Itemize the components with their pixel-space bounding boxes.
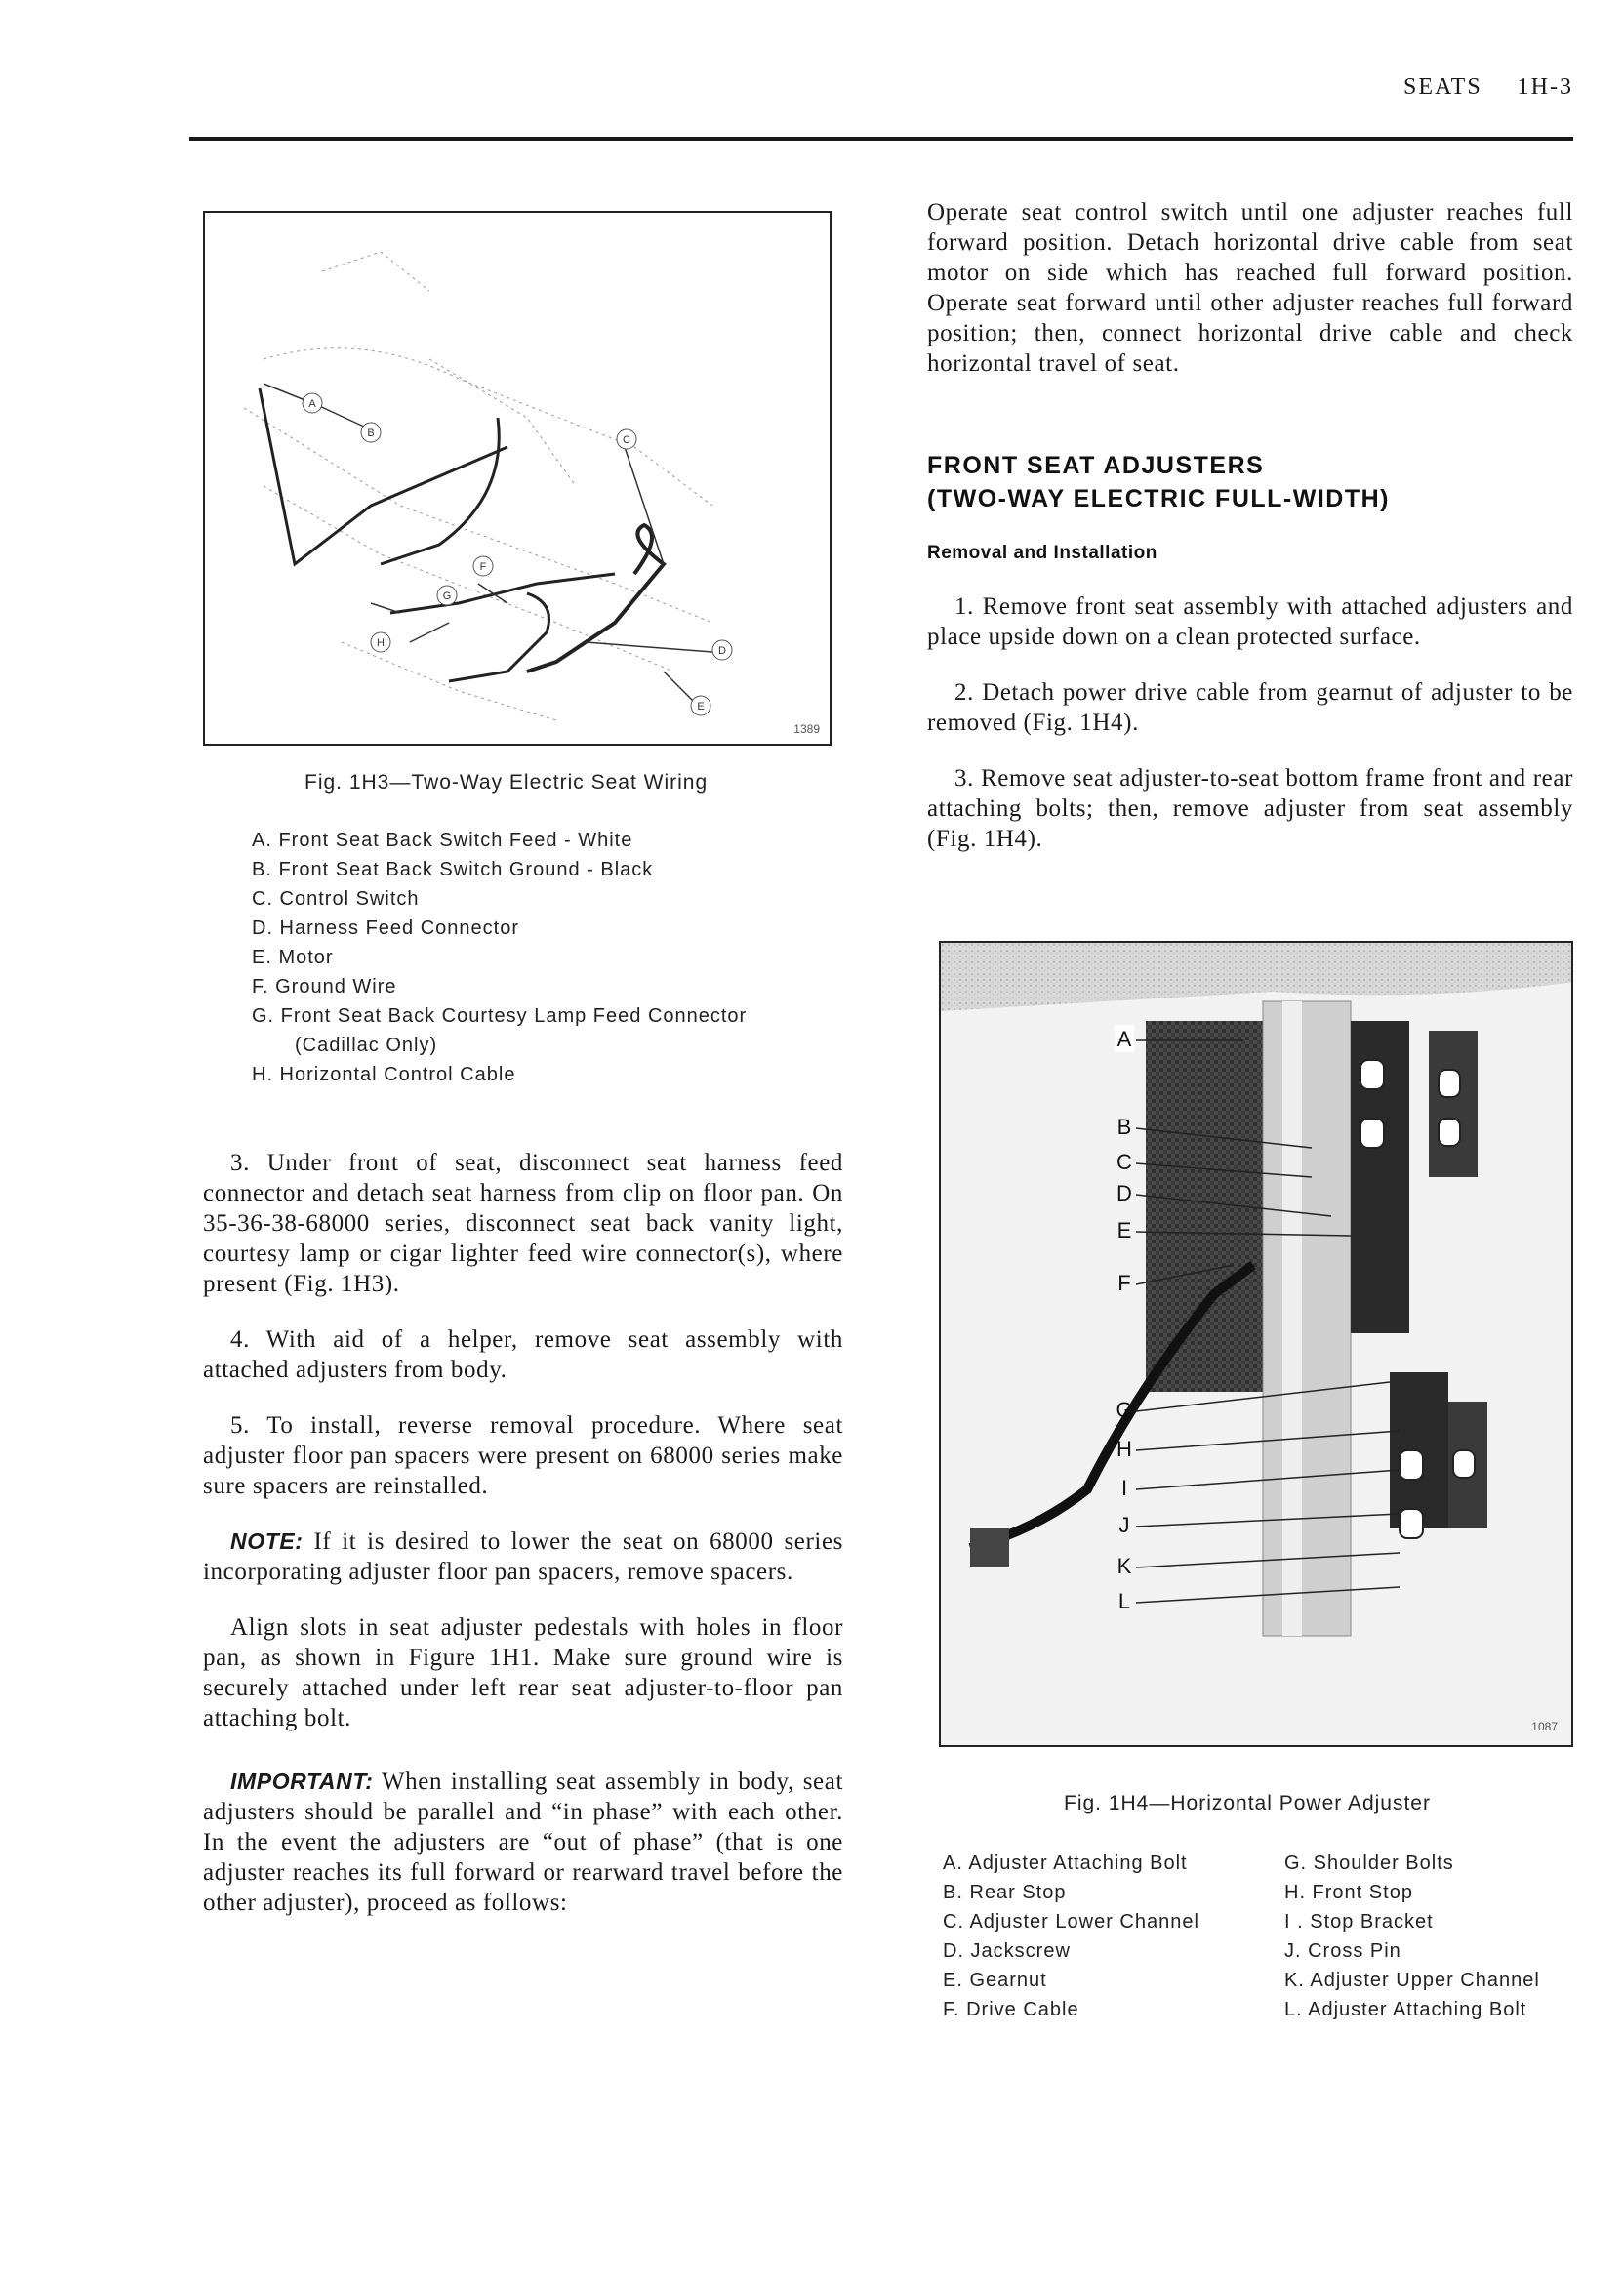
figure-id: 1087 (1531, 1720, 1558, 1733)
paragraph-important (203, 1767, 843, 1918)
callout-d: D (718, 645, 726, 657)
legend-item: G. Shoulder Bolts (1284, 1852, 1454, 1874)
callout-b: B (367, 428, 375, 439)
paragraph-step-4: 4. With aid of a helper, remove seat assembly with attached adjusters from body. (203, 1326, 843, 1383)
figure-caption: Fig. 1H3—Two-Way Electric Seat Wiring (304, 771, 709, 794)
legend-item: K. Adjuster Upper Channel (1284, 1970, 1540, 1991)
legend-item: A. Adjuster Attaching Bolt (943, 1852, 1188, 1874)
callout-e: E (697, 701, 705, 712)
figure-legend-right (1284, 1849, 1540, 2024)
legend-item: C. Adjuster Lower Channel (943, 1911, 1199, 1933)
important-label: IMPORTANT: (230, 1769, 374, 1794)
legend-item: H. Horizontal Control Cable (252, 1064, 516, 1085)
left-body-text (203, 1148, 843, 1943)
paragraph-step-3-right: 3. Remove seat adjuster-to-seat bottom frame front and rear attaching bolts; then, remove adjuster from seat assembly (Fig. 1H4). (927, 765, 1573, 852)
heading-line-1: FRONT SEAT ADJUSTERS (927, 452, 1265, 479)
paragraph-align: Align slots in seat adjuster pedestals with holes in floor pan, as shown in Figure 1H1. Make sure ground wire is securely attached under left rear seat adjuster-to-floor pan attaching bolt. (203, 1614, 843, 1731)
section-heading (927, 449, 1390, 515)
legend-item: E. Gearnut (943, 1970, 1047, 1991)
legend-item: H. Front Stop (1284, 1882, 1413, 1903)
figure-caption: Fig. 1H4—Horizontal Power Adjuster (1064, 1792, 1431, 1814)
callout-k: K (1116, 1554, 1132, 1578)
callout-a: A (308, 398, 316, 410)
header-rule (189, 137, 1573, 141)
callout-e: E (1116, 1218, 1132, 1242)
legend-item: C. Control Switch (252, 888, 420, 910)
page-number: 1H-3 (1517, 74, 1573, 100)
paragraph-step-3: 3. Under front of seat, disconnect seat harness feed connector and detach seat harness from clip on floor pan. On 35-36-38-68000 series, disconnect seat back vanity light, courtesy lamp or cigar lighter feed wire connector(s), where present (Fig. 1H3). (203, 1150, 843, 1297)
callout-c: C (1116, 1150, 1132, 1174)
right-steps (927, 591, 1573, 879)
paragraph-note (203, 1527, 843, 1587)
figure-legend (252, 826, 747, 1089)
callout-f: F (1117, 1271, 1131, 1295)
legend-item: D. Harness Feed Connector (252, 917, 520, 939)
legend-item: D. Jackscrew (943, 1940, 1071, 1962)
legend-item: E. Motor (252, 947, 334, 968)
heading-line-2: (TWO-WAY ELECTRIC FULL-WIDTH) (927, 485, 1390, 512)
paragraph-step-1: 1. Remove front seat assembly with attached adjusters and place upside down on a clean protected surface. (927, 593, 1573, 650)
callout-g: G (1116, 1398, 1133, 1422)
legend-item: A. Front Seat Back Switch Feed - White (252, 830, 633, 851)
page-header (1376, 74, 1573, 101)
callout-l: L (1117, 1589, 1131, 1613)
callout-h: H (377, 637, 385, 649)
callout-g: G (442, 590, 452, 602)
callout-c: C (623, 434, 630, 446)
legend-item: I . Stop Bracket (1284, 1911, 1434, 1933)
callout-j: J (1118, 1513, 1130, 1537)
legend-item: F. Ground Wire (252, 976, 397, 998)
paragraph-step-2: 2. Detach power drive cable from gearnut of adjuster to be removed (Fig. 1H4). (927, 679, 1573, 736)
callout-h: H (1116, 1437, 1132, 1461)
figure-seat-wiring (203, 211, 832, 746)
note-label: NOTE: (230, 1528, 304, 1554)
note-text: If it is desired to lower the seat on 68000 series incorporating adjuster floor pan spacers, remove spacers. (203, 1528, 843, 1585)
legend-item: B. Front Seat Back Switch Ground - Black (252, 859, 654, 880)
paragraph-step-5: 5. To install, reverse removal procedure. Where seat adjuster floor pan spacers were present on 68000 series make sure spacers are reinstalled. (203, 1412, 843, 1499)
callout-i: I (1120, 1476, 1128, 1500)
callout-a: A (1116, 1027, 1132, 1051)
callout-f: F (479, 561, 487, 573)
figure-legend-left (943, 1849, 1199, 2024)
legend-item: L. Adjuster Attaching Bolt (1284, 1999, 1527, 2020)
horizontal-adjuster-photo (941, 943, 1573, 1747)
legend-item: F. Drive Cable (943, 1999, 1079, 2020)
callout-b: B (1116, 1115, 1132, 1139)
paragraph-operate: Operate seat control switch until one adjuster reaches full forward position. Detach horizontal drive cable from seat motor on side which has reached full forward position. Operate seat forward until other adjuster reaches full forward position; then, connect horizontal drive cable and check horizontal travel of seat. (927, 199, 1573, 377)
legend-item: B. Rear Stop (943, 1882, 1067, 1903)
important-text: When installing seat assembly in body, seat adjusters should be parallel and “in phase” with each other. In the event the adjusters are “out of phase” (that is one adjuster reaches its full forward or rearward travel before the other adjuster), proceed as follows: (203, 1769, 843, 1916)
legend-item: J. Cross Pin (1284, 1940, 1401, 1962)
figure-id: 1389 (793, 722, 820, 736)
legend-item: (Cadillac Only) (295, 1035, 438, 1056)
subheading: Removal and Installation (927, 543, 1157, 563)
callout-d: D (1116, 1181, 1132, 1205)
seat-wiring-illustration (205, 213, 832, 746)
figure-horizontal-adjuster (939, 941, 1573, 1747)
section-title: SEATS (1402, 74, 1482, 100)
legend-item: G. Front Seat Back Courtesy Lamp Feed Connector (252, 1005, 748, 1027)
